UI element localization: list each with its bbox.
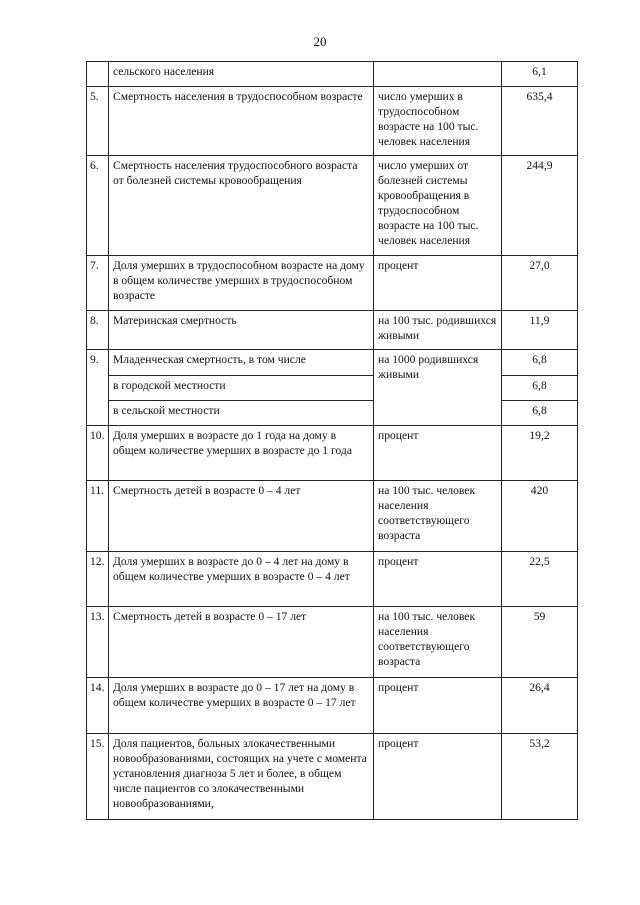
indicator-name: Смертность детей в возрасте 0 – 17 лет [109,607,374,678]
row-number: 8. [87,311,109,350]
table-row [87,87,578,156]
value: 6,8 [502,376,578,401]
unit: процент [374,734,502,820]
indicator-name: сельского населения [109,62,374,87]
value: 26,4 [502,678,578,734]
table-row [87,426,578,481]
table-row [87,62,578,87]
unit: на 100 тыс. человек населения соответствующего возраста [374,481,502,552]
indicator-name: Доля пациентов, больных злокачественными новообразованиями, состоящих на учете с момента установления диагноза 5 лет и более, в общем числе пациентов со злокачественными новообразованиями, [109,734,374,820]
value: 27,0 [502,256,578,311]
row-number [87,62,109,87]
indicator-name: Смертность детей в возрасте 0 – 4 лет [109,481,374,552]
indicator-name: в сельской местности [109,401,374,426]
indicators-table [86,61,578,820]
page-number: 20 [313,34,327,49]
indicator-name: в городской местности [109,376,374,401]
indicator-name: Младенческая смертность, в том числе [109,350,374,376]
unit: число умерших от болезней системы кровообращения в трудоспособном возрасте на 100 тыс. человек населения [374,156,502,256]
row-number: 6. [87,156,109,256]
indicator-name: Доля умерших в возрасте до 0 – 4 лет на дому в общем количестве умерших в возрасте 0 – 4 лет [109,552,374,607]
indicator-name: Доля умерших в трудоспособном возрасте на дому в общем количестве умерших в трудоспособном возрасте [109,256,374,311]
value: 53,2 [502,734,578,820]
table-row [87,481,578,552]
indicator-name: Доля умерших в возрасте до 1 года на дому в общем количестве умерших в возрасте до 1 года [109,426,374,481]
unit: процент [374,426,502,481]
table-row [87,678,578,734]
unit: на 100 тыс. родившихся живыми [374,311,502,350]
value: 19,2 [502,426,578,481]
unit [374,62,502,87]
table-row [87,552,578,607]
value: 6,8 [502,401,578,426]
table-row [87,350,578,376]
row-number: 15. [87,734,109,820]
indicator-name: Смертность населения трудоспособного возраста от болезней системы кровообращения [109,156,374,256]
row-number: 11. [87,481,109,552]
row-number: 12. [87,552,109,607]
unit: число умерших в трудоспособном возрасте на 100 тыс. человек населения [374,87,502,156]
value: 6,1 [502,62,578,87]
indicator-name: Материнская смертность [109,311,374,350]
table-row [87,607,578,678]
table-row [87,256,578,311]
table-subrow [87,376,578,401]
table-row [87,311,578,350]
value: 22,5 [502,552,578,607]
table-row [87,734,578,820]
row-number: 7. [87,256,109,311]
value: 635,4 [502,87,578,156]
indicator-name: Доля умерших в возрасте до 0 – 17 лет на дому в общем количестве умерших в возрасте 0 – 17 лет [109,678,374,734]
value: 11,9 [502,311,578,350]
row-number: 9. [87,350,109,426]
value: 6,8 [502,350,578,376]
value: 244,9 [502,156,578,256]
value: 420 [502,481,578,552]
row-number: 14. [87,678,109,734]
row-number: 13. [87,607,109,678]
unit: процент [374,256,502,311]
unit: процент [374,552,502,607]
indicator-name: Смертность населения в трудоспособном возрасте [109,87,374,156]
value: 59 [502,607,578,678]
table-subrow [87,401,578,426]
unit: на 100 тыс. человек населения соответствующего возраста [374,607,502,678]
unit: процент [374,678,502,734]
unit: на 1000 родившихся живыми [374,350,502,426]
table-row [87,156,578,256]
row-number: 5. [87,87,109,156]
row-number: 10. [87,426,109,481]
